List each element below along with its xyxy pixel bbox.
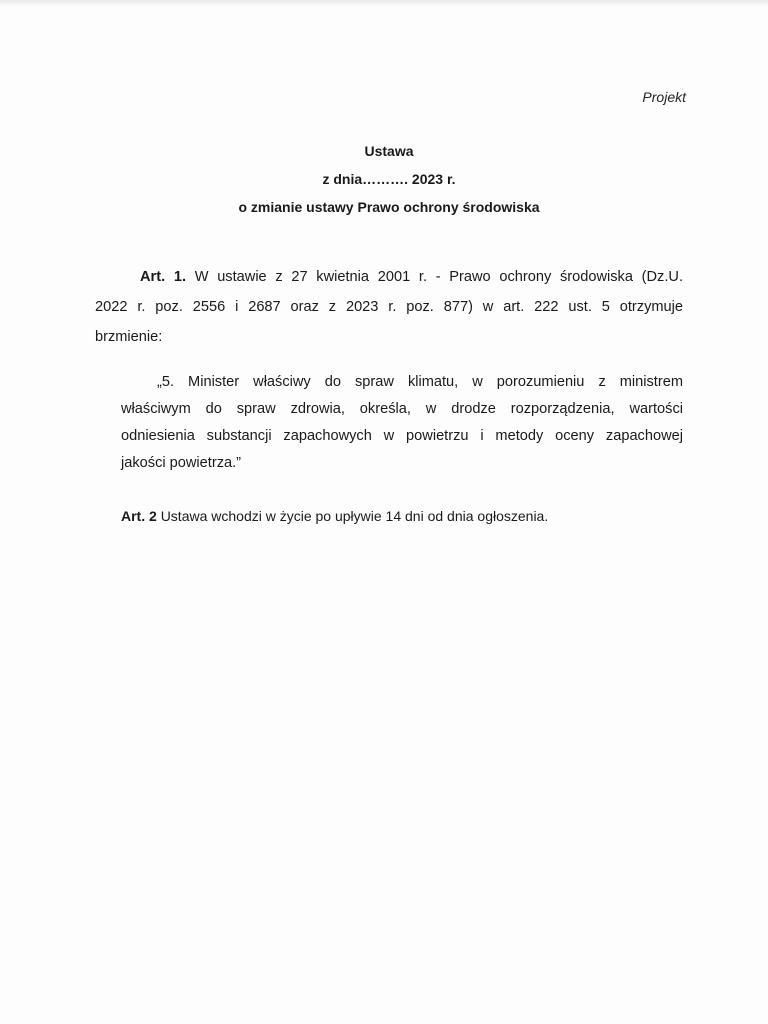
- quote-line-4: jakości powietrza.”: [121, 455, 242, 471]
- amended-provision-quote: [121, 369, 683, 477]
- title-act-type: Ustawa: [364, 143, 414, 159]
- article-1-line-3: brzmienie:: [95, 329, 163, 345]
- article-1-line-2: 2022 r. poz. 2556 i 2687 oraz z 2023 r. poz. 877) w art. 222 ust. 5 otrzymuje: [95, 299, 683, 315]
- article-1-line-1: [95, 262, 683, 292]
- article-2: [121, 505, 548, 527]
- article-2-text: Ustawa wchodzi w życie po upływie 14 dni od dnia ogłoszenia.: [160, 508, 549, 524]
- draft-marker: Projekt: [642, 89, 686, 105]
- page-top-edge: [0, 0, 768, 6]
- quote-line-3: odniesienia substancji zapachowych w powietrzu i metody oceny zapachowej: [121, 428, 683, 444]
- title-date: z dnia………. 2023 r.: [322, 171, 456, 187]
- quote-line-2: właściwym do spraw zdrowia, określa, w drodze rozporządzenia, wartości: [121, 401, 683, 417]
- title-subject: o zmianie ustawy Prawo ochrony środowiska: [238, 199, 540, 215]
- quote-line-1: „5. Minister właściwy do spraw klimatu, w porozumieniu z ministrem: [157, 374, 683, 390]
- article-1: [95, 262, 683, 352]
- article-1-label: Art. 1.: [140, 269, 187, 285]
- article-1-text-1: W ustawie z 27 kwietnia 2001 r. - Prawo ochrony środowiska (Dz.U.: [194, 269, 684, 285]
- document-title: [0, 137, 768, 221]
- article-2-label: Art. 2: [121, 508, 157, 524]
